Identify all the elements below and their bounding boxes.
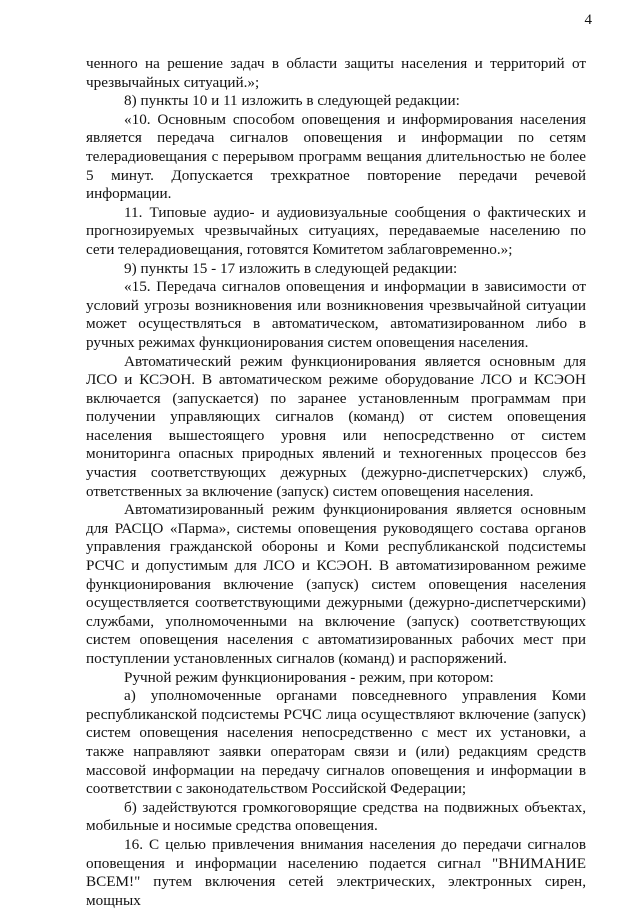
paragraph: «15. Передача сигналов оповещения и информации в зависимости от условий угрозы возникновения или возникновения чрезвычайной ситуации может осуществляться в автоматическом, автоматизированном либо в ручных режимах функционирования систем оповещения населения.: [86, 278, 586, 351]
paragraph: 11. Типовые аудио- и аудиовизуальные сообщения о фактических и прогнозируемых чрезвычайных ситуациях, передаваемые населению по сети телерадиовещания, готовятся Комитетом заблаговременно.»;: [86, 203, 586, 258]
paragraph: Автоматизированный режим функционирования является основным для РАСЦО «Парма», системы оповещения руководящего состава органов управления гражданской обороны и Коми республиканской подсистемы РСЧС и допустимым для ЛСО и КСЭОН. В автоматизированном режиме функционирования включение (запуск) систем оповещения населения осуществляется соответствующими дежурными (дежурно-диспетчерскими) службами, уполномоченными на включение (запуск) соответствующих систем оповещения населения с автоматизированных рабочих мест при поступлении установленных сигналов (команд) и распоряжений.: [86, 501, 586, 667]
paragraph: а) уполномоченные органами повседневного управления Коми республиканской подсистемы РСЧС лица осуществляют включение (запуск) систем оповещения населения непосредственно с мест их установки, а также направляют заявки операторам связи и (или) редакциям средств массовой информации на передачу сигналов оповещения и информации в соответствии с законодательством Российской Федерации;: [86, 687, 586, 798]
paragraph: Автоматический режим функционирования является основным для ЛСО и КСЭОН. В автоматическом режиме оборудование ЛСО и КСЭОН включается (запускается) по заранее установленным программам при получении управляющих сигналов (команд) от систем оповещения населения вышестоящего уровня или непосредственно от систем мониторинга опасных природных явлений и техногенных процессов без участия соответствующих дежурных (дежурно-диспетчерских) служб, ответственных за включение (запуск) систем оповещения населения.: [86, 352, 586, 500]
page-number: 4: [584, 12, 592, 28]
paragraph: Ручной режим функционирования - режим, при котором:: [124, 668, 494, 686]
paragraph: ченного на решение задач в области защиты населения и территорий от чрезвычайных ситуаций.»;: [86, 55, 586, 91]
paragraph: б) задействуются громкоговорящие средства на подвижных объектах, мобильные и носимые средства оповещения.: [86, 798, 586, 835]
paragraph: 9) пункты 15 - 17 изложить в следующей редакции:: [124, 259, 458, 277]
paragraph: «10. Основным способом оповещения и информирования населения является передача сигналов оповещения и информации по сетям телерадиовещания с перерывом программ вещания длительностью не более 5 минут. Допускается трехкратное повторение передачи речевой информации.: [86, 110, 586, 203]
document-body: [86, 55, 586, 910]
paragraph: 16. С целью привлечения внимания населения до передачи сигналов оповещения и информации населению подается сигнал "ВНИМАНИЕ ВСЕМ!" путем включения сетей электрических, электронных сирен, мощных: [86, 835, 586, 909]
paragraph: 8) пункты 10 и 11 изложить в следующей редакции:: [124, 92, 460, 110]
